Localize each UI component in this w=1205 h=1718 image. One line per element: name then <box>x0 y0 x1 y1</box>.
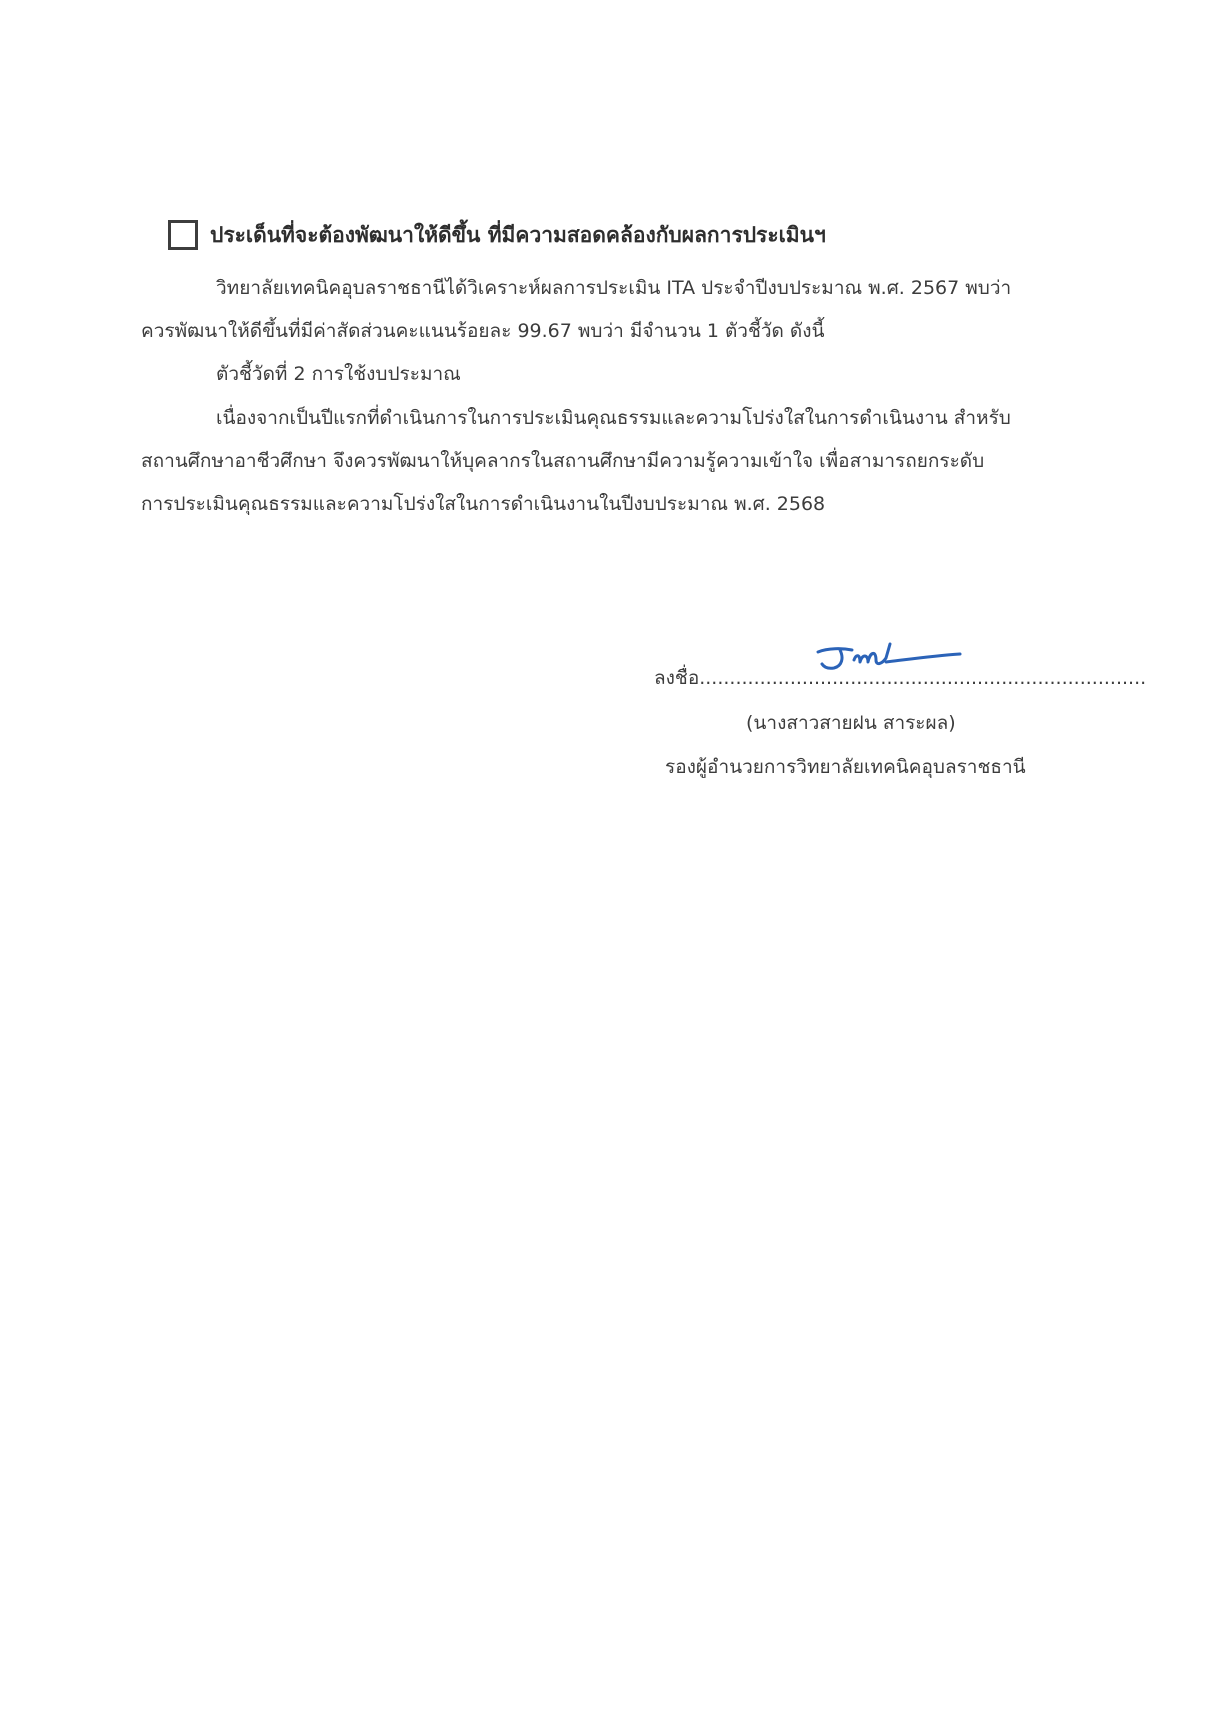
body-line-1: วิทยาลัยเทคนิคอุบลราชธานีได้วิเคราะห์ผลการประเมิน ITA ประจำปีงบประมาณ พ.ศ. 2567 พบว่า <box>216 277 1012 299</box>
signer-position: รองผู้อำนวยการวิทยาลัยเทคนิคอุบลราชธานี <box>665 756 1026 778</box>
body-line-3: ตัวชี้วัดที่ 2 การใช้งบประมาณ <box>216 363 461 385</box>
body-line-4: เนื่องจากเป็นปีแรกที่ดำเนินการในการประเมินคุณธรรมและความโปร่งใสในการดำเนินงาน สำหรับ <box>216 407 1011 429</box>
handwritten-signature <box>812 640 962 676</box>
body-line-2: ควรพัฒนาให้ดีขึ้นที่มีค่าสัดส่วนคะแนนร้อยละ 99.67 พบว่า มีจำนวน 1 ตัวชี้วัด ดังนี้ <box>141 320 825 342</box>
sign-label: ลงชื่อ.......................................................................... <box>654 667 1147 689</box>
checkbox-icon <box>168 220 198 250</box>
body-line-5: สถานศึกษาอาชีวศึกษา จึงควรพัฒนาให้บุคลากรในสถานศึกษามีความรู้ความเข้าใจ เพื่อสามารถยกระดับ <box>141 450 985 472</box>
section-heading: ประเด็นที่จะต้องพัฒนาให้ดีขึ้น ที่มีความสอดคล้องกับผลการประเมินฯ <box>210 222 826 247</box>
heading-row <box>168 217 826 253</box>
signature-stroke <box>818 644 960 668</box>
signer-name: (นางสาวสายฝน สาระผล) <box>746 712 956 734</box>
body-line-6: การประเมินคุณธรรมและความโปร่งใสในการดำเนินงานในปีงบประมาณ พ.ศ. 2568 <box>141 493 826 515</box>
